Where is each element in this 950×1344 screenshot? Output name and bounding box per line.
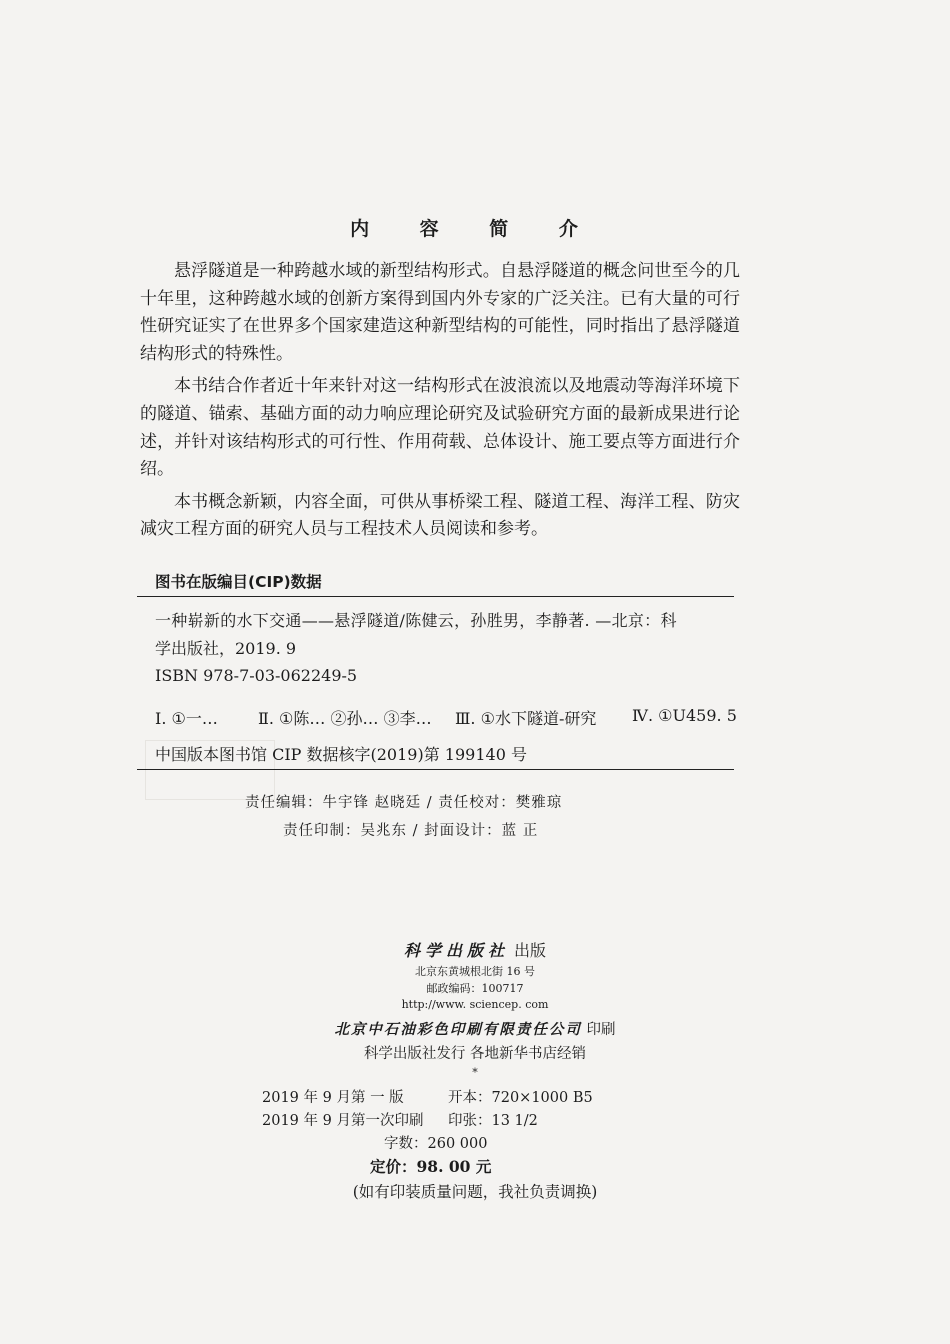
cip-bottom-rule (137, 769, 734, 770)
word-count: 字数：260 000 (384, 1136, 488, 1152)
intro-paragraph: 本书结合作者近十年来针对这一结构形式在波浪流以及地震动等海洋环境下的隧道、锚索、基础方面的动力响应理论研究及试验研究方面的最新成果进行论述，并针对该结构形式的可行性、作用荷载、总体设计、施工要点等方面进行介绍。 (140, 376, 740, 480)
publisher-address: 北京东黄城根北街 16 号 (415, 965, 535, 978)
publisher-name: 科学出版社 (403, 941, 509, 960)
price: 定价：98. 00 元 (370, 1157, 492, 1176)
intro-heading: 内 容 简 介 (350, 218, 600, 240)
printer-line (0, 1018, 950, 1039)
cip-class-2: Ⅱ. ①陈… ②孙… ③李… (258, 709, 432, 728)
cip-entry-line1: 一种崭新的水下交通——悬浮隧道/陈健云，孙胜男，李静著. —北京：科 (155, 611, 677, 630)
intro-paragraph: 本书概念新颖，内容全面，可供从事桥梁工程、隧道工程、海洋工程、防灾减灾工程方面的研究人员与工程技术人员阅读和参考。 (140, 491, 740, 540)
cip-top-rule (137, 596, 734, 597)
publisher-postcode: 邮政编码：100717 (426, 982, 524, 995)
edition-date: 2019 年 9 月第 一 版 (262, 1090, 404, 1106)
sheet-count: 印张：13 1/2 (448, 1113, 538, 1129)
format-info: 开本：720×1000 B5 (448, 1090, 593, 1106)
printer-name: 北京中石油彩色印刷有限责任公司 (334, 1021, 582, 1038)
cip-class-3: Ⅲ. ①水下隧道-研究 (455, 709, 597, 728)
cip-class-4: Ⅳ. ①U459. 5 (632, 706, 737, 725)
cip-entry-line2: 学出版社，2019. 9 (155, 639, 297, 658)
printer-suffix: 印刷 (586, 1022, 616, 1038)
publisher-suffix: 出版 (514, 941, 547, 960)
publisher-line (0, 938, 950, 961)
distribution-line: 科学出版社发行 各地新华书店经销 (363, 1046, 587, 1062)
cip-title: 图书在版编目(CIP)数据 (155, 573, 322, 591)
cip-class-1: Ⅰ. ①一… (155, 709, 218, 728)
quality-notice: (如有印装质量问题，我社负责调换) (352, 1183, 598, 1201)
production-credits: 责任印制：吴兆东 / 封面设计：蓝 正 (283, 823, 539, 839)
printing-date: 2019 年 9 月第一次印刷 (262, 1113, 424, 1129)
cip-number: 中国版本图书馆 CIP 数据核字(2019)第 199140 号 (155, 745, 527, 764)
intro-body (140, 258, 740, 549)
separator-star: * (472, 1066, 478, 1079)
editor-credits: 责任编辑：牛宇锋 赵晓廷 / 责任校对：樊雅琼 (245, 795, 563, 811)
intro-paragraph: 悬浮隧道是一种跨越水域的新型结构形式。自悬浮隧道的概念问世至今的几十年里，这种跨越水域的创新方案得到国内外专家的广泛关注。已有大量的可行性研究证实了在世界多个国家建造这种新型结构的可能性，同时指出了悬浮隧道结构形式的特殊性。 (140, 261, 740, 364)
cip-isbn: ISBN 978-7-03-062249-5 (155, 666, 358, 685)
publisher-website: http://www. sciencep. com (401, 998, 549, 1011)
